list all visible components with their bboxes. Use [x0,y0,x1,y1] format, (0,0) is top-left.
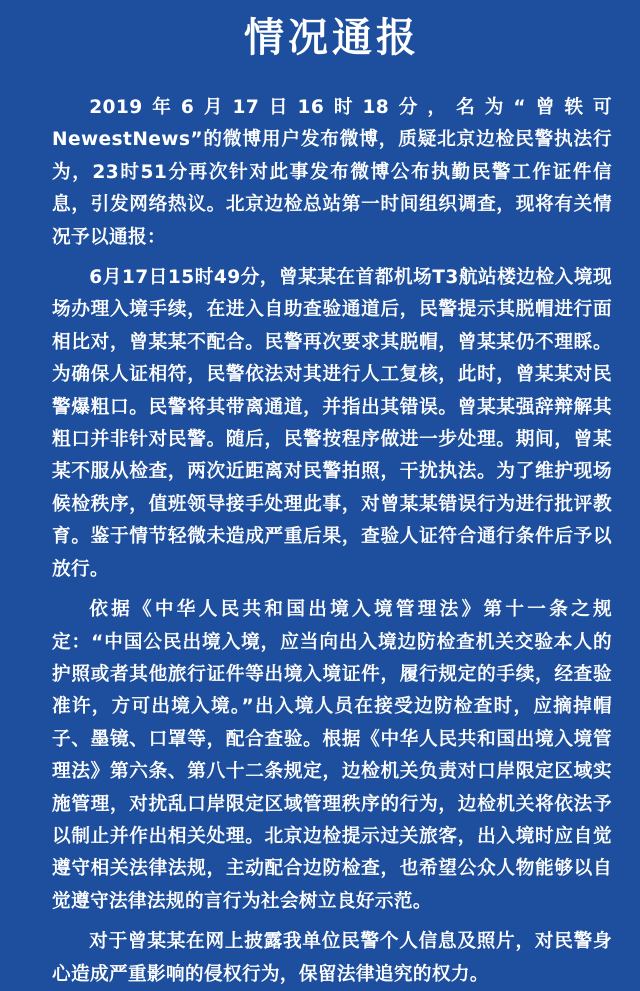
notice-paragraph-rights-reserved: 对于曾某某在网上披露我单位民警个人信息及照片，对民警身心造成严重影响的侵权行为，保留法律追究的权力。 [52,931,612,985]
page-title: 情况通报 [244,15,420,61]
notice-paragraph-legal-basis: 依据《中华人民共和国出境入境管理法》第十一条之规定：“中国公民出境入境，应当向出入境边防检查机关交验本人的护照或者其他旅行证件等出境入境证件，履行规定的手续，经查验准许，方可出境入境。”出入境人员在接受边防检查时，应摘掉帽子、墨镜、口罩等，配合查验。根据《中华人民共和国出境入境管理法》第六条、第八十二条规定，边检机关负责对口岸限定区域实施管理，对扰乱口岸限定区域管理秩序的行为，边检机关将依法予以制止并作出相关处理。北京边检提示过关旅客，出入境时应自觉遵守相关法律法规，主动配合边防检查，也希望公众人物能够以自觉遵守法律法规的言行为社会树立良好示范。 [52,599,612,912]
notice-body [52,92,612,991]
notice-paragraph-intro: 2019年6月17日16时18分，名为“曾轶可NewestNews”的微博用户发布微博，质疑北京边检民警执法行为，23时51分再次针对此事发布微博公布执勤民警工作证件信息，引发网络热议。北京边检总站第一时间组织调查，现将有关情况予以通报： [52,97,612,248]
notice-paragraph-incident: 6月17日15时49分，曾某某在首都机场T3航站楼边检入境现场办理入境手续，在进入自助查验通道后，民警提示其脱帽进行面相比对，曾某某不配合。民警再次要求其脱帽，曾某某仍不理睬。为确保人证相符，民警依法对其进行人工复核，此时，曾某某对民警爆粗口。民警将其带离通道，并指出其错误。曾某某强辞辩解其粗口并非针对民警。随后，民警按程序做进一步处理。期间，曾某某不服从检查，两次近距离对民警拍照，干扰执法。为了维护现场候检秩序，值班领导接手处理此事，对曾某某错误行为进行批评教育。鉴于情节轻微未造成严重后果，查验人证符合通行条件后予以放行。 [52,267,612,580]
